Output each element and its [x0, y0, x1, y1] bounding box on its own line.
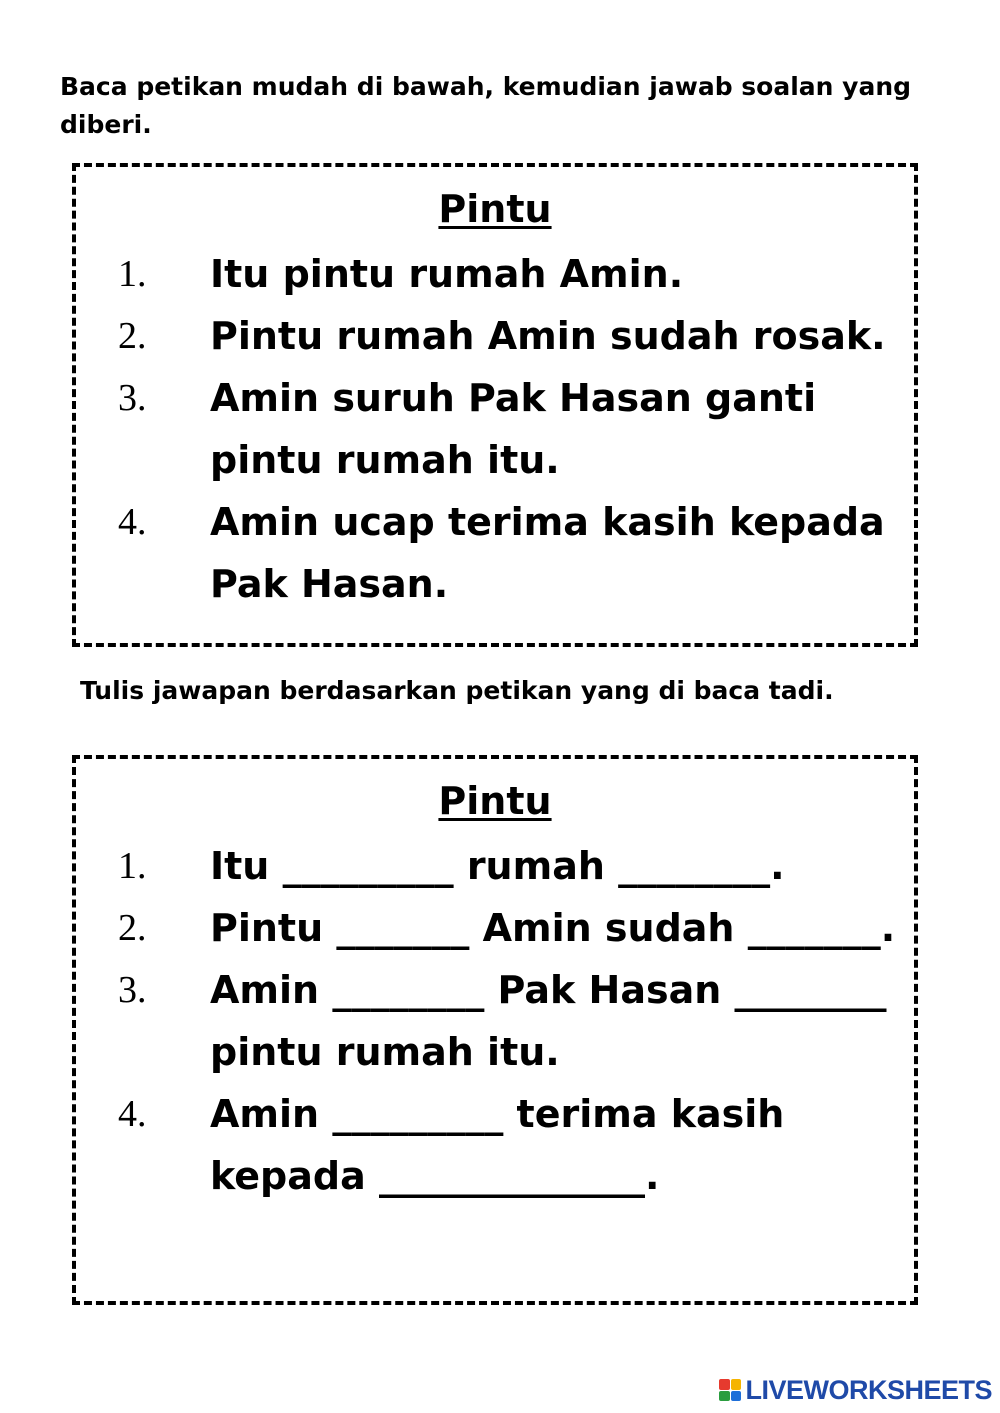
writing-instruction: Tulis jawapan berdasarkan petikan yang di baca tadi. [80, 676, 834, 705]
liveworksheets-logo [719, 1374, 992, 1406]
fill-in-sentence[interactable]: Pintu _______ Amin sudah _______. [210, 906, 896, 950]
item-number: 4. [118, 1093, 147, 1135]
exercise-item [76, 959, 914, 1083]
logo-square-red [719, 1379, 730, 1390]
exercise-item [76, 1083, 914, 1207]
item-text: Amin ucap terima kasih kepada Pak Hasan. [210, 500, 885, 606]
exercise-item [76, 835, 914, 897]
logo-square-green [719, 1391, 730, 1402]
passage-list [76, 243, 914, 615]
item-number: 3. [118, 969, 147, 1011]
passage-item [76, 243, 914, 305]
item-number: 2. [118, 907, 147, 949]
fill-in-sentence[interactable]: Amin _________ terima kasih kepada ______________. [210, 1092, 798, 1198]
exercise-box [72, 755, 918, 1305]
item-number: 1. [118, 253, 147, 295]
item-text: Amin suruh Pak Hasan ganti pintu rumah itu. [210, 376, 817, 482]
exercise-title: Pintu [438, 779, 552, 823]
liveworksheets-icon [719, 1379, 741, 1401]
reading-instruction: Baca petikan mudah di bawah, kemudian jawab soalan yang diberi. [60, 72, 912, 139]
exercise-item [76, 897, 914, 959]
item-text: Pintu rumah Amin sudah rosak. [210, 314, 886, 358]
fill-in-sentence[interactable]: Amin ________ Pak Hasan ________ pintu rumah itu. [210, 968, 900, 1074]
item-number: 3. [118, 377, 147, 419]
logo-square-blue [731, 1391, 742, 1402]
item-number: 1. [118, 845, 147, 887]
passage-box [72, 163, 918, 647]
passage-title: Pintu [438, 187, 552, 231]
logo-square-yellow [731, 1379, 742, 1390]
fill-in-sentence[interactable]: Itu _________ rumah ________. [210, 844, 785, 888]
item-number: 2. [118, 315, 147, 357]
item-text: Itu pintu rumah Amin. [210, 252, 684, 296]
item-number: 4. [118, 501, 147, 543]
passage-item [76, 305, 914, 367]
liveworksheets-wordmark: LIVEWORKSHEETS [745, 1375, 992, 1405]
exercise-list [76, 835, 914, 1207]
passage-item [76, 491, 914, 615]
passage-item [76, 367, 914, 491]
